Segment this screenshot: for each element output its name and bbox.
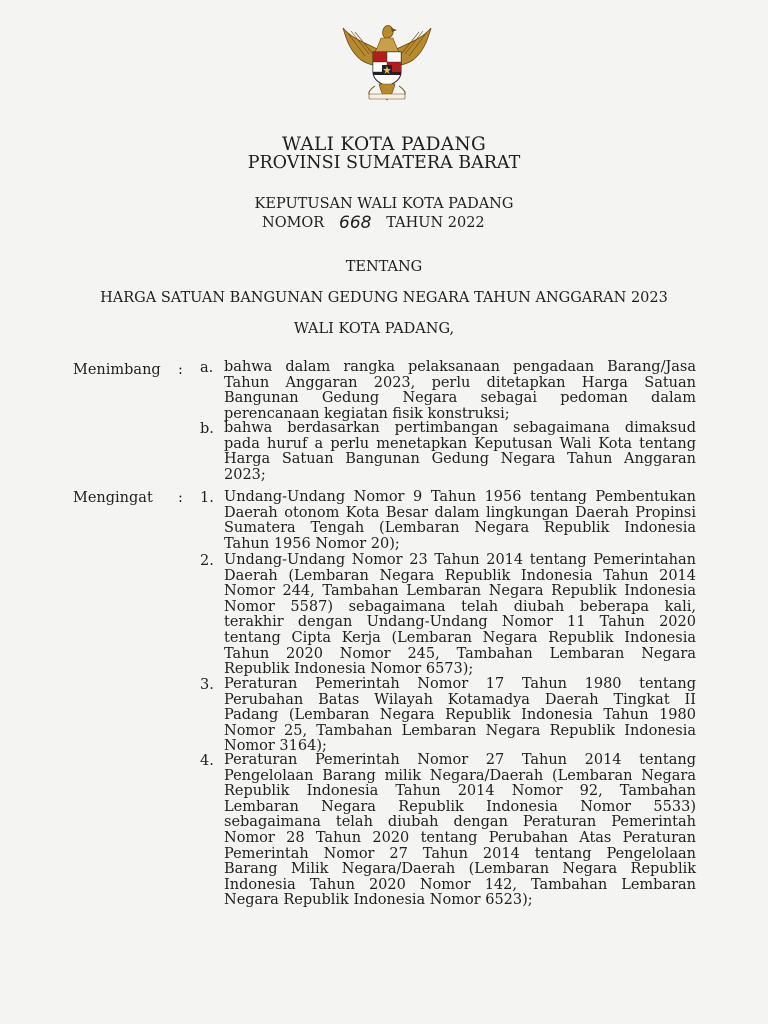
item-line: 2023; [224,466,266,483]
mengingat-item [200,553,696,678]
item-line: Nomor 3164); [224,738,327,755]
item-line: sebagaimana telah diubah dengan Peraturan Pemerintah [224,814,696,831]
mengingat-item [200,753,696,909]
mengingat-item [200,490,696,552]
item-marker: 3. [200,677,214,693]
item-line: Barang Milik Negara/Daerah (Lembaran Negara Republik [224,861,696,878]
mengingat-item [200,677,696,755]
item-line: Pengelolaan Barang milik Negara/Daerah (Lembaran Negara [224,767,696,784]
province-title: PROVINSI SUMATERA BARAT [247,153,521,173]
item-line: Peraturan Pemerintah Nomor 27 Tahun 2014 tentang [224,752,696,768]
item-line: Republik Indonesia Tahun 2014 Nomor 92, Tambahan [224,783,696,800]
item-line: Bangunan Gedung Negara sebagai pedoman dalam [224,390,696,407]
tahun-label: TAHUN 2022 [386,215,485,231]
item-line: Sumatera Tengah (Lembaran Negara Republik Indonesia [224,520,696,537]
item-line: Undang-Undang Nomor 9 Tahun 1956 tentang Pembentukan [224,489,696,505]
item-line: pada huruf a perlu menetapkan Keputusan Wali Kota tentang [224,435,696,452]
item-marker: 2. [200,553,214,569]
item-line: Nomor 28 Tahun 2020 tentang Perubahan Atas Peraturan [224,829,696,846]
item-line: Peraturan Pemerintah Nomor 17 Tahun 1980 tentang [224,676,696,692]
menimbang-label: Menimbang [73,362,161,378]
decision-subject: HARGA SATUAN BANGUNAN GEDUNG NEGARA TAHUN ANGGARAN 2023 [100,290,668,306]
menimbang-item [200,421,696,483]
item-line: Undang-Undang Nomor 23 Tahun 2014 tentang Pemerintahan [224,552,696,568]
office-title: WALI KOTA PADANG [281,134,487,155]
item-line: Negara Republik Indonesia Nomor 6523); [224,892,533,909]
nomor-value: 668 [339,213,372,233]
item-line: Tahun 2020 Nomor 245, Tambahan Lembaran Negara [224,645,696,662]
item-marker: a. [200,360,214,376]
menimbang-item [200,360,696,422]
item-line: Tahun Anggaran 2023, perlu ditetapkan Harga Satuan [224,374,696,391]
item-line: tentang Cipta Kerja (Lembaran Negara Republik Indonesia [224,629,696,646]
item-line: Indonesia Tahun 2020 Nomor 142, Tambahan Lembaran [224,876,696,893]
item-line: Nomor 244, Tambahan Lembaran Negara Republik Indonesia [224,583,696,600]
decision-title: KEPUTUSAN WALI KOTA PADANG [254,196,514,212]
item-line: Pemerintah Nomor 27 Tahun 2014 tentang Pengelolaan [224,845,696,862]
item-line: Daerah otonom Kota Besar dalam lingkungan Daerah Propinsi [224,504,696,521]
item-line: Lembaran Negara Republik Indonesia Nomor 5533) [224,798,696,815]
issuer-line: WALI KOTA PADANG, [293,321,455,337]
item-line: Tahun 1956 Nomor 20); [224,535,400,552]
garuda-emblem-icon [339,22,435,104]
item-line: Nomor 25, Tambahan Lembaran Negara Republik Indonesia [224,722,696,739]
item-marker: 4. [200,753,214,769]
menimbang-colon: : [178,362,183,378]
item-line: terakhir dengan Undang-Undang Nomor 11 Tahun 2020 [224,614,696,631]
item-line: Nomor 5587) sebagaimana telah diubah beberapa kali, [224,598,696,615]
mengingat-label: Mengingat [73,490,153,506]
item-line: perencanaan kegiatan fisik konstruksi; [224,405,510,422]
nomor-label: NOMOR [262,215,325,231]
mengingat-colon: : [178,490,183,506]
item-line: Harga Satuan Bangunan Gedung Negara Tahun Anggaran [224,451,696,468]
item-line: Republik Indonesia Nomor 6573); [224,661,474,678]
item-line: Perubahan Batas Wilayah Kotamadya Daerah Tingkat II [224,691,696,708]
item-line: bahwa berdasarkan pertimbangan sebagaimana dimaksud [224,420,696,436]
item-line: Padang (Lembaran Negara Republik Indonesia Tahun 1980 [224,707,696,724]
decision-number-line [262,212,485,232]
item-line: bahwa dalam rangka pelaksanaan pengadaan Barang/Jasa [224,359,696,375]
item-line: Daerah (Lembaran Negara Republik Indonesia Tahun 2014 [224,567,696,584]
tentang-heading: TENTANG [345,259,423,275]
item-marker: b. [200,421,214,437]
item-marker: 1. [200,490,214,506]
